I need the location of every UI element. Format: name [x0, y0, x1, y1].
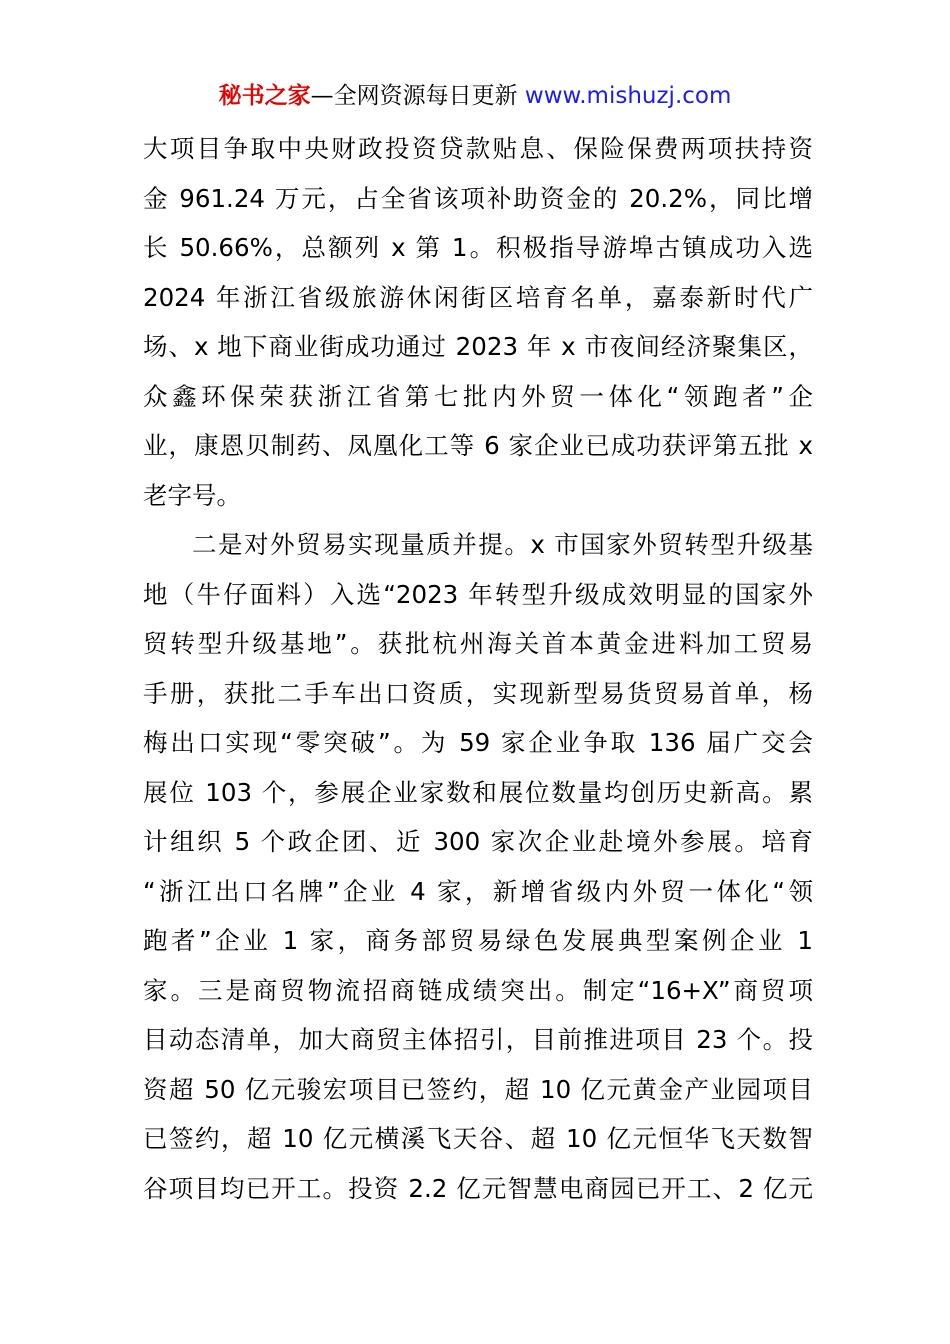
text-line: 展位 103 个，参展企业家数和展位数量均创历史新高。累	[143, 777, 813, 807]
text-line: 地（牛仔面料）入选“2023 年转型升级成效明显的国家外	[143, 579, 813, 609]
text-line: “浙江出口名牌”企业 4 家，新增省级内外贸一体化“领	[143, 876, 813, 906]
text-line: 跑者”企业 1 家，商务部贸易绿色发展典型案例企业 1	[143, 926, 813, 955]
text-line: 场、x 地下商业街成功通过 2023 年 x 市夜间经济聚集区，	[143, 332, 813, 361]
text-line: 梅出口实现“零突破”。为 59 家企业争取 136 届广交会	[143, 728, 813, 757]
website-link[interactable]: www.mishuzj.com	[524, 83, 732, 109]
brand-name: 秘书之家	[218, 83, 311, 109]
text-line: 家。三是商贸物流招商链成绩突出。制定“16+X”商贸项	[143, 975, 813, 1005]
text-line: 业，康恩贝制药、凤凰化工等 6 家企业已成功获评第五批 x	[143, 431, 813, 460]
header-slogan: —全网资源每日更新	[310, 83, 518, 109]
text-line: 二是对外贸易实现量质并提。x 市国家外贸转型升级基	[192, 530, 813, 559]
paragraph	[143, 124, 813, 520]
text-line: 金 961.24 万元，占全省该项补助资金的 20.2%，同比增	[143, 183, 813, 213]
text-line: 众鑫环保荣获浙江省第七批内外贸一体化“领跑者”企	[143, 381, 813, 411]
text-line: 老字号。	[143, 480, 241, 510]
paragraph	[143, 520, 813, 1213]
text-line: 已签约，超 10 亿元横溪飞天谷、超 10 亿元恒华飞天数智	[143, 1124, 813, 1153]
text-line: 资超 50 亿元骏宏项目已签约，超 10 亿元黄金产业园项目	[143, 1074, 813, 1104]
text-line: 谷项目均已开工。投资 2.2 亿元智慧电商园已开工、2 亿元	[143, 1173, 813, 1203]
text-line: 贸转型升级基地”。获批杭州海关首本黄金进料加工贸易	[143, 629, 813, 658]
text-line: 长 50.66%，总额列 x 第 1。积极指导游埠古镇成功入选	[143, 233, 813, 262]
document-body	[143, 124, 813, 1213]
text-line: 2024 年浙江省级旅游休闲街区培育名单，嘉泰新时代广	[143, 282, 813, 312]
page-header	[0, 80, 950, 112]
text-line: 大项目争取中央财政投资贷款贴息、保险保费两项扶持资	[143, 134, 813, 163]
text-line: 手册，获批二手车出口资质，实现新型易货贸易首单，杨	[143, 678, 813, 708]
text-line: 目动态清单，加大商贸主体招引，目前推进项目 23 个。投	[143, 1025, 813, 1054]
text-line: 计组织 5 个政企团、近 300 家次企业赴境外参展。培育	[143, 827, 813, 856]
